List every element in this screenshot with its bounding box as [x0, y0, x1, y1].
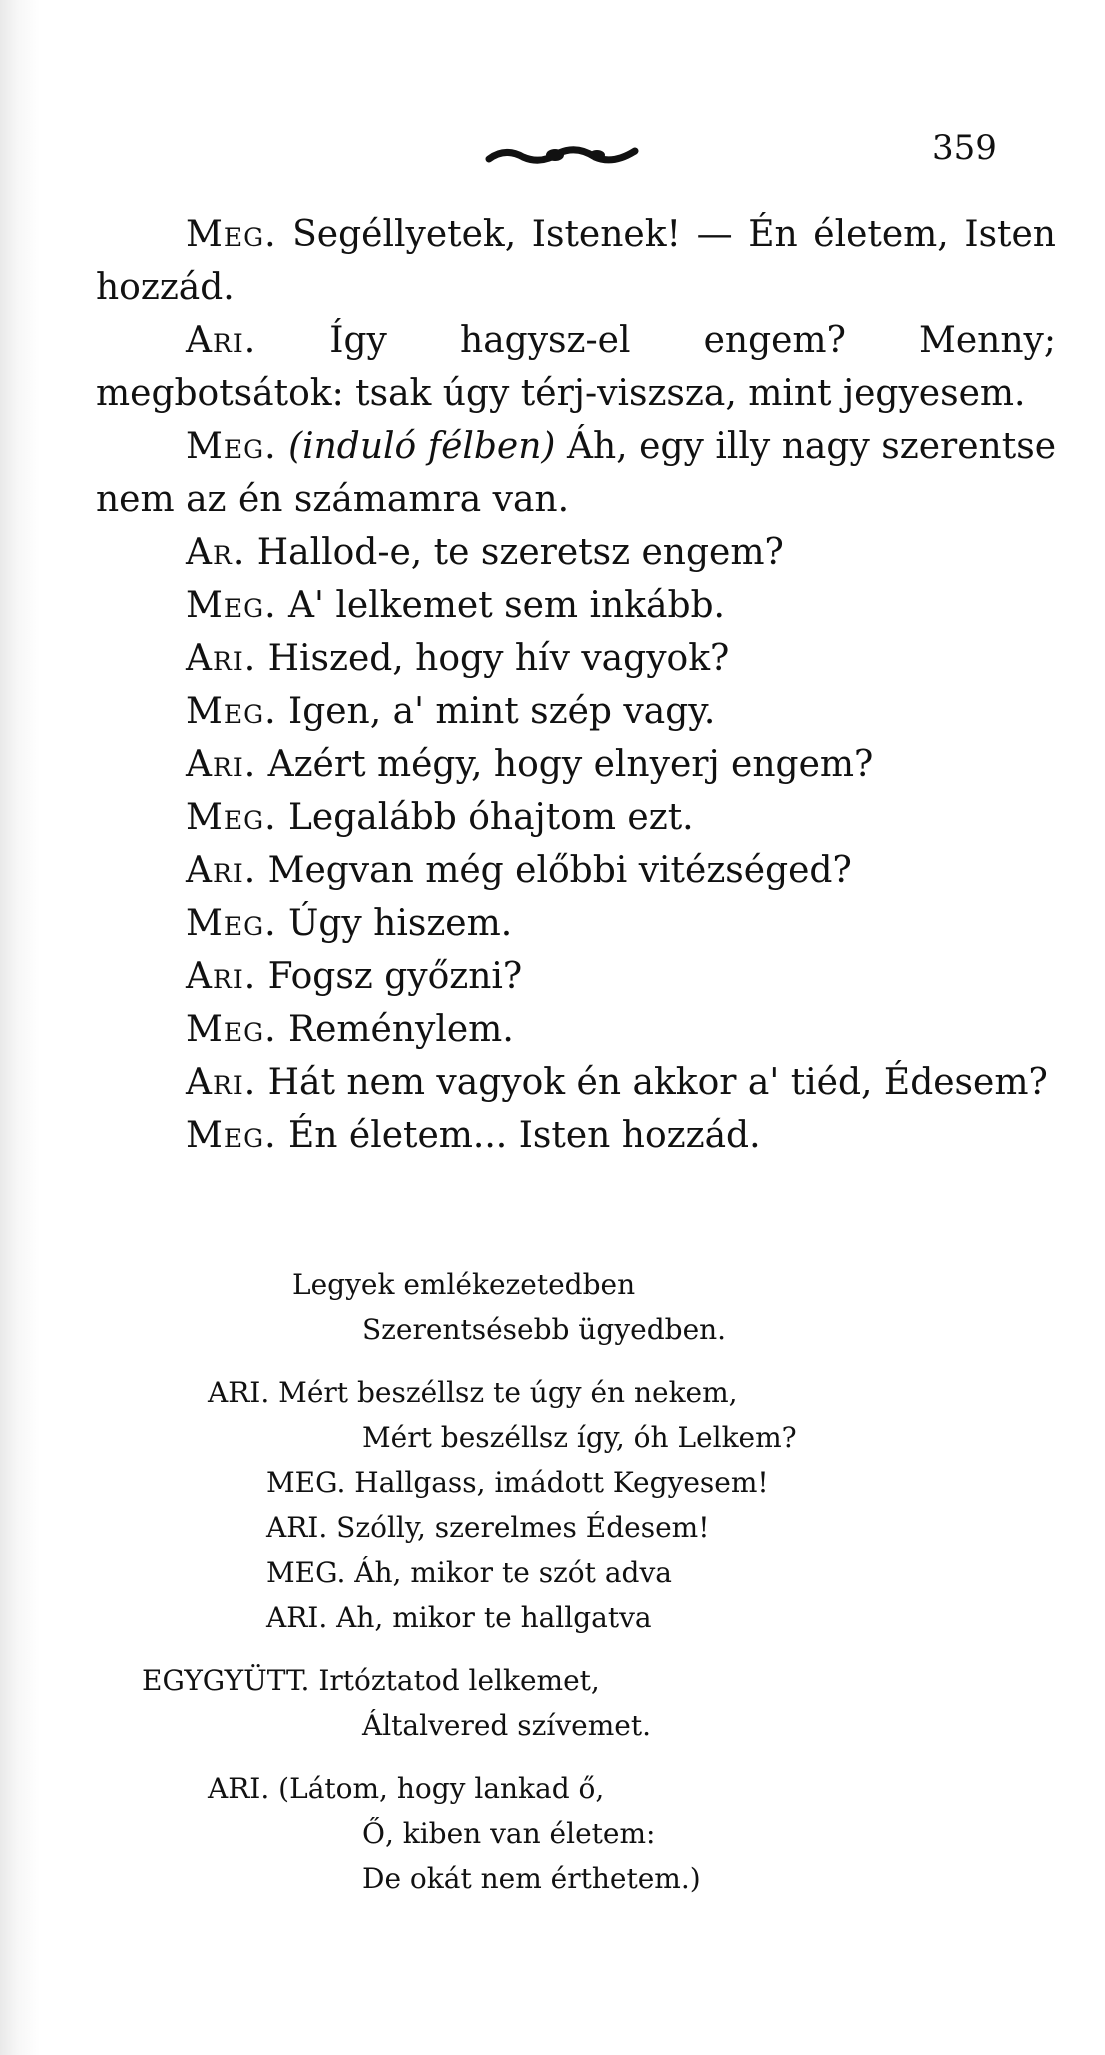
verse-line: Mért beszéllsz így, óh Lelkem? — [362, 1421, 797, 1454]
speaker: Meg. — [186, 585, 277, 626]
dialogue-prose — [96, 208, 1056, 1162]
line-text: Fogsz győzni? — [267, 956, 523, 997]
speaker: Ari. — [186, 638, 257, 679]
speaker: ARI. — [208, 1772, 270, 1805]
speaker: Ari. — [186, 1062, 257, 1103]
speaker: Meg. — [186, 1115, 277, 1156]
verse-couplet — [96, 1262, 1056, 1352]
verse-line: Mért beszéllsz te úgy én nekem, — [278, 1376, 738, 1409]
page-number: 359 — [932, 128, 997, 168]
speaker: ARI. — [208, 1376, 270, 1409]
speaker: Ari. — [186, 956, 257, 997]
dialogue-line — [96, 208, 1056, 314]
verse-line: Szerentsésebb ügyedben. — [362, 1313, 727, 1346]
line-text: Áh, egy illy nagy szerentse nem az én számamra van. — [96, 426, 1056, 520]
dialogue-line — [96, 685, 1056, 738]
verse-line: Irtóztatod lelkemet, — [318, 1664, 600, 1697]
dialogue-line — [96, 632, 1056, 685]
verse-line: Ő, kiben van életem: — [362, 1817, 656, 1850]
dialogue-line — [96, 1003, 1056, 1056]
speaker: ARI. — [266, 1511, 328, 1544]
speaker: MEG. — [266, 1556, 346, 1589]
speaker: Ar. — [186, 532, 246, 573]
verse-together — [96, 1658, 1056, 1748]
line-text: Reménylem. — [287, 1009, 514, 1050]
speaker: Meg. — [186, 903, 277, 944]
dialogue-line — [96, 314, 1056, 420]
line-text: Megvan még előbbi vitézséged? — [267, 850, 852, 891]
dialogue-line — [96, 526, 1056, 579]
verse-line: Legyek emlékezetedben — [292, 1268, 636, 1301]
dialogue-line — [96, 950, 1056, 1003]
speaker: Meg. — [186, 1009, 277, 1050]
verse-line: De okát nem érthetem.) — [362, 1862, 701, 1895]
verse-line: Hallgass, imádott Kegyesem! — [354, 1466, 769, 1499]
dialogue-line — [96, 1109, 1056, 1162]
speaker: Ari. — [186, 850, 257, 891]
speaker: MEG. — [266, 1466, 346, 1499]
speaker: Meg. — [186, 797, 277, 838]
dialogue-line — [96, 791, 1056, 844]
speaker: ARI. — [266, 1601, 328, 1634]
speaker: EGYGYÜTT. — [142, 1664, 310, 1697]
dialogue-line — [96, 844, 1056, 897]
dialogue-line — [96, 579, 1056, 632]
line-text: Legalább óhajtom ezt. — [287, 797, 694, 838]
line-text: Így hagysz-el engem? Menny; megbotsátok: tsak úgy térj-viszsza, mint jegyesem. — [96, 320, 1057, 414]
verse-ari-1 — [96, 1370, 1056, 1460]
verse-line: Szólly, szerelmes Édesem! — [336, 1511, 710, 1544]
verse-line: (Látom, hogy lankad ő, — [278, 1772, 605, 1805]
ornament-icon — [485, 143, 645, 167]
dialogue-line — [96, 897, 1056, 950]
dialogue-line — [96, 420, 1056, 526]
verse-block — [96, 1262, 1056, 1901]
line-text: Azért mégy, hogy elnyerj engem? — [267, 744, 874, 785]
verse-ari-2 — [96, 1766, 1056, 1901]
line-text: Segéllyetek, Istenek! — Én életem, Isten hozzád. — [96, 214, 1056, 308]
line-text: A' lelkemet sem inkább. — [287, 585, 725, 626]
speaker: Ari. — [186, 320, 257, 361]
stage-direction: (induló félben) — [288, 426, 556, 467]
speaker: Ari. — [186, 744, 257, 785]
speaker: Meg. — [186, 214, 277, 255]
speaker: Meg. — [186, 426, 277, 467]
line-text: Hiszed, hogy hív vagyok? — [267, 638, 730, 679]
verse-exchange — [96, 1460, 1056, 1640]
verse-line: Áh, mikor te szót adva — [354, 1556, 672, 1589]
verse-line: Általvered szívemet. — [362, 1709, 651, 1742]
verse-line: Ah, mikor te hallgatva — [336, 1601, 652, 1634]
line-text: Hát nem vagyok én akkor a' tiéd, Édesem? — [267, 1062, 1048, 1103]
dialogue-line — [96, 738, 1056, 791]
dialogue-line — [96, 1056, 1056, 1109]
line-text: Igen, a' mint szép vagy. — [287, 691, 716, 732]
line-text: Én életem... Isten hozzád. — [287, 1115, 761, 1156]
line-text: Úgy hiszem. — [287, 903, 513, 944]
line-text: Hallod-e, te szeretsz engem? — [256, 532, 784, 573]
speaker: Meg. — [186, 691, 277, 732]
